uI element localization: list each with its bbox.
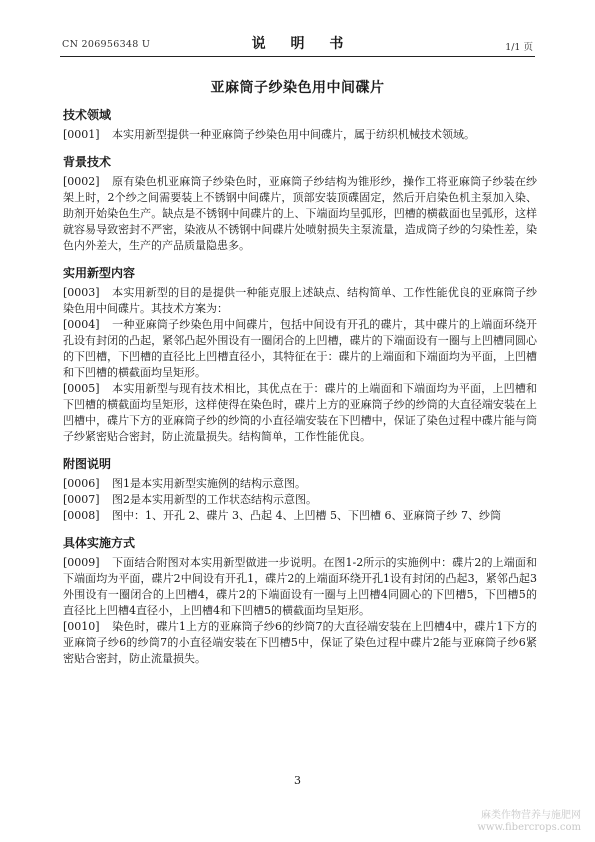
section-heading: 具体实施方式 <box>63 536 136 550</box>
document-title: 亚麻筒子纱染色用中间碟片 <box>210 80 385 96</box>
paragraph-number: [0008] <box>63 509 100 522</box>
paragraph <box>63 619 537 667</box>
header-divider <box>60 56 535 57</box>
paragraph <box>63 508 537 524</box>
watermark-site-name: 麻类作物营养与施肥网 <box>481 810 581 821</box>
paragraph <box>63 127 537 143</box>
paragraph-text: 一种亚麻筒子纱染色用中间碟片，包括中间设有开孔的碟片，其中碟片的上端面环绕开孔设有封闭的凸起，紧邻凸起外围设有一圈闭合的上凹槽，碟片的下端面设有一圈与上凹槽同圆心的下凹槽，下凹槽的直径比上凹槽直径小，其特征在于：碟片的上端面和下端面均为平面，上凹槽和下凹槽的横截面均呈矩形。 <box>63 318 537 379</box>
paragraph-text: 下面结合附图对本实用新型做进一步说明。在图1-2所示的实施例中：碟片2的上端面和下端面均为平面，碟片2中间设有开孔1，碟片2的上端面环绕开孔1设有封闭的凸起3，紧邻凸起3外围设有一圈闭合的上凹槽4，碟片2的下端面设有一圈与上凹槽4同圆心的下凹槽5，下凹槽5的直径比上凹槽4直径小，上凹槽4和下凹槽5的横截面均呈矩形。 <box>63 556 537 617</box>
header-page-indicator: 1/1 页 <box>505 42 533 53</box>
section-heading: 附图说明 <box>63 457 112 471</box>
paragraph <box>63 317 537 381</box>
paragraph-text: 本实用新型与现有技术相比，其优点在于：碟片的上端面和下端面均为平面，上凹槽和下凹槽的横截面均呈矩形，这样使得在染色时，碟片上方的亚麻筒子纱的纱筒的大直径端安装在上凹槽中，碟片下方的亚麻筒子纱的纱筒的小直径端安装在下凹槽中，保证了染色过程中碟片能与筒子纱紧密贴合密封，防止流量损失。结构简单，工作性能优良。 <box>63 382 537 443</box>
section-heading: 实用新型内容 <box>63 266 136 280</box>
paragraph <box>63 555 537 619</box>
paragraph <box>63 285 537 317</box>
paragraph <box>63 492 537 508</box>
paragraph-number: [0005] <box>63 382 100 395</box>
section-heading: 技术领域 <box>63 108 112 122</box>
patent-number: CN 206956348 U <box>62 39 151 50</box>
paragraph-number: [0004] <box>63 318 100 331</box>
watermark <box>477 810 581 834</box>
paragraph-number: [0009] <box>63 556 100 569</box>
header-title: 说 明 书 <box>251 36 354 52</box>
paragraph <box>63 381 537 445</box>
page-number: 3 <box>294 774 301 787</box>
paragraph <box>63 174 537 254</box>
paragraph-number: [0010] <box>63 620 100 633</box>
section-heading: 背景技术 <box>63 155 112 169</box>
paragraph-text: 本实用新型提供一种亚麻筒子纱染色用中间碟片，属于纺织机械技术领域。 <box>112 128 475 141</box>
paragraph-text: 图2是本实用新型的工作状态结构示意图。 <box>112 493 317 506</box>
paragraph-text: 本实用新型的目的是提供一种能克服上述缺点、结构简单、工作性能优良的亚麻筒子纱染色用中间碟片。其技术方案为： <box>63 286 537 315</box>
paragraph-number: [0007] <box>63 493 100 506</box>
document-body <box>63 107 537 667</box>
paragraph-text: 图1是本实用新型实施例的结构示意图。 <box>112 477 306 490</box>
paragraph-number: [0003] <box>63 286 100 299</box>
paragraph-text: 图中：1、开孔 2、碟片 3、凸起 4、上凹槽 5、下凹槽 6、亚麻筒子纱 7、纱筒 <box>112 509 501 522</box>
paragraph <box>63 476 537 492</box>
paragraph-number: [0002] <box>63 175 100 188</box>
paragraph-text: 原有染色机亚麻筒子纱染色时，亚麻筒子纱结构为锥形纱，操作工将亚麻筒子纱装在纱架上时，2个纱之间需要装上不锈钢中间碟片，顶部安装顶碟固定，然后开启染色机主泵加入染、助剂开始染色生产。缺点是不锈钢中间碟片的上、下端面均呈弧形，凹槽的横截面也呈弧形，这样就容易导致密封不严密，染液从不锈钢中间碟片处喷射损失主泵流量，造成筒子纱的匀染性差，染色内外差大，生产的产品质量隐患多。 <box>63 175 537 252</box>
paragraph-text: 染色时，碟片1上方的亚麻筒子纱6的纱筒7的大直径端安装在上凹槽4中，碟片1下方的亚麻筒子纱6的纱筒7的小直径端安装在下凹槽5中，保证了染色过程中碟片2能与亚麻筒子纱6紧密贴合密封，防止流量损失。 <box>63 620 537 665</box>
paragraph-number: [0006] <box>63 477 100 490</box>
paragraph-number: [0001] <box>63 128 100 141</box>
watermark-url: www.fibercrops.com <box>477 822 581 833</box>
